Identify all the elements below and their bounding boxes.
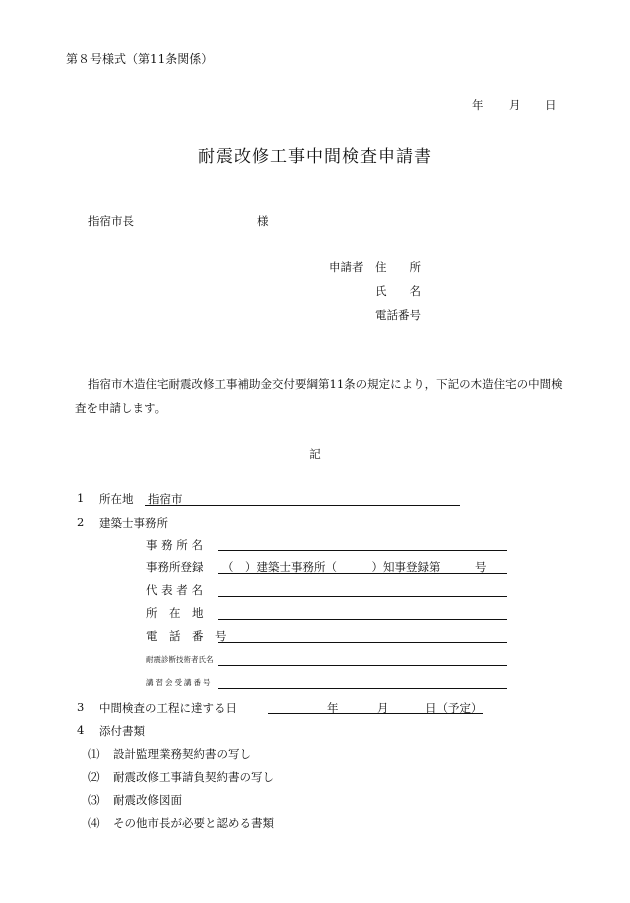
addressee-name: 指宿市長 (88, 214, 134, 228)
office-loc-label: 所 在 地 (146, 606, 204, 620)
attachment-number: ⑷ (88, 816, 100, 830)
office-reg-label: 事務所登録 (146, 560, 204, 574)
office-reg-value: （ ）建築士事務所（ ）知事登録第 号 (222, 560, 487, 574)
office-rep-label: 代 表 者 名 (146, 583, 203, 597)
applicant-address-label: 住 所 (375, 260, 421, 274)
item4-number: 4 (77, 723, 85, 737)
item2-number: 2 (77, 515, 85, 529)
item2-label: 建築士事務所 (99, 516, 168, 530)
office-loc-underline (218, 619, 507, 620)
office-diag-label: 耐震診断技術者氏名 (146, 655, 214, 664)
addressee-honorific: 様 (257, 214, 269, 228)
office-diag-underline (218, 665, 507, 666)
body-text-line2: 査を申請します。 (75, 401, 167, 415)
office-tel-label: 電 話 番 号 (146, 629, 227, 643)
attachment-text: 耐震改修図面 (113, 793, 182, 807)
office-name-underline (218, 550, 507, 551)
attachment-text: 耐震改修工事請負契約書の写し (113, 770, 274, 784)
date-year-label: 年 (472, 98, 484, 112)
item3-underline (268, 713, 483, 714)
item3-day: 日（予定） (425, 701, 483, 715)
item1-underline (145, 505, 460, 506)
attachment-text: その他市長が必要と認める書類 (113, 816, 274, 830)
item1-number: 1 (77, 491, 85, 505)
office-reg-underline (218, 573, 507, 574)
item3-number: 3 (77, 700, 85, 714)
ki-heading: 記 (309, 447, 321, 461)
applicant-label: 申請者 (329, 260, 364, 274)
date-day-label: 日 (545, 98, 557, 112)
attachment-number: ⑵ (88, 770, 100, 784)
date-month-label: 月 (509, 98, 521, 112)
item1-label: 所在地 (99, 492, 134, 506)
office-lecture-underline (218, 688, 507, 689)
item3-year: 年 (327, 701, 339, 715)
office-rep-underline (218, 596, 507, 597)
attachment-number: ⑴ (88, 747, 100, 761)
office-lecture-label: 講習会受講番号 (146, 678, 213, 687)
office-tel-underline (218, 642, 507, 643)
applicant-name-label: 氏 名 (375, 284, 421, 298)
item1-value: 指宿市 (148, 492, 183, 506)
item4-label: 添付書類 (99, 724, 145, 738)
body-text-line1: 指宿市木造住宅耐震改修工事補助金交付要綱第11条の規定により，下記の木造住宅の中間検 (88, 377, 563, 391)
attachment-text: 設計監理業務契約書の写し (113, 747, 251, 761)
item3-month: 月 (377, 701, 389, 715)
item3-label: 中間検査の工程に達する日 (99, 701, 237, 715)
applicant-phone-label: 電話番号 (375, 308, 421, 322)
office-name-label: 事 務 所 名 (146, 538, 203, 552)
attachment-number: ⑶ (88, 793, 100, 807)
page-title: 耐震改修工事中間検査申請書 (198, 147, 432, 167)
form-number: 第８号様式（第11条関係） (66, 52, 214, 66)
